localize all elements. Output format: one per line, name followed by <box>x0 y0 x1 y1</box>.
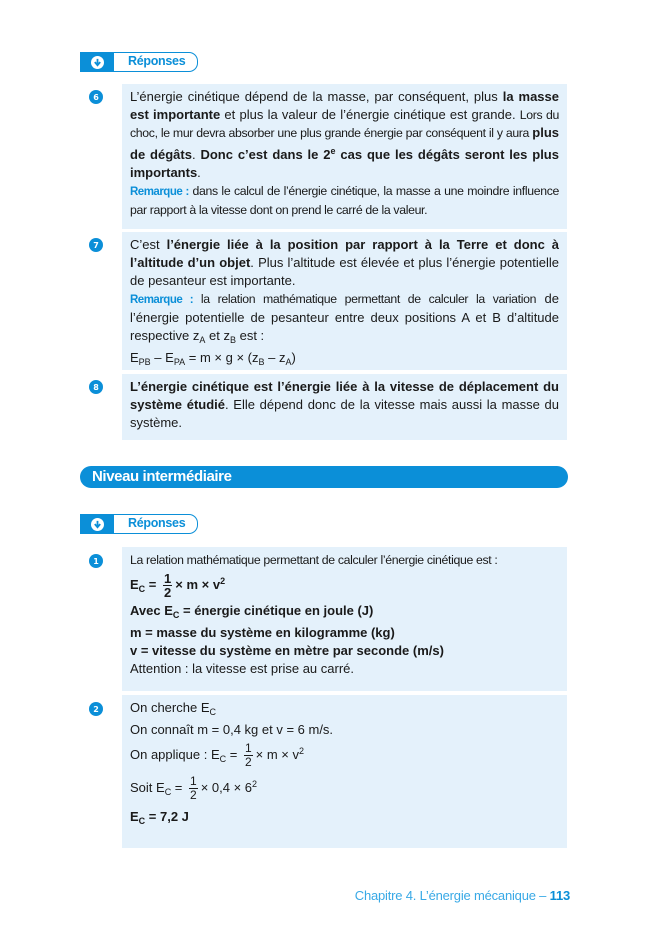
answer-2-apply: On applique : $E_C$ = $\frac{1}{2}$ × $m \times v^2$ <box>130 741 305 770</box>
answers-tab-label: Réponses <box>114 514 198 534</box>
answers-tab-mid <box>80 514 198 534</box>
answer-card-6 <box>122 84 567 229</box>
answer-card-2 <box>122 695 567 848</box>
page-number: 113 <box>549 888 570 903</box>
answer-1-def-m: m = masse du système en kilogramme (kg) <box>130 625 395 641</box>
answers-tab-label: Réponses <box>114 52 198 72</box>
answer-card-7 <box>122 232 567 370</box>
answer-number-badge: 2 <box>89 702 103 716</box>
answer-number-badge: 1 <box>89 554 103 568</box>
answer-1-attention: Attention : la vitesse est prise au carré. <box>130 661 354 677</box>
answer-6-remark: Remarque : dans le calcul de l’énergie cinétique, la masse a une moindre influence par rapport à la vitesse dont on prend le carré de la valeur. <box>130 184 559 217</box>
answers-tab-top <box>80 52 198 72</box>
answer-number-badge: 7 <box>89 238 103 252</box>
answer-1-formula: $E_C$ = $\frac{1}{2}$ × $m \times v^2$ <box>130 571 226 601</box>
answer-7-formula: $E_{PB} - E_{PA} = m \times g \times (z_B - z_A)$ <box>130 350 296 367</box>
answer-1-def-v: v = vitesse du système en mètre par seconde (m/s) <box>130 643 444 659</box>
answer-card-8 <box>122 374 567 440</box>
answer-2-known: On connaît m = 0,4 kg et v = 6 m/s. <box>130 722 334 737</box>
section-title-bar: Niveau intermédiaire <box>80 466 568 488</box>
answer-1-intro: La relation mathématique permettant de calculer l’énergie cinétique est : <box>130 553 498 567</box>
answer-2-compute: Soit $E_C$ = $\frac{1}{2}$ × $0,4 \times 6^2$ <box>130 774 258 803</box>
answer-number-badge: 8 <box>89 380 103 394</box>
answer-number-badge: 6 <box>89 90 103 104</box>
arrow-down-icon <box>80 514 114 534</box>
arrow-down-icon <box>80 52 114 72</box>
answer-7-remark: Remarque : la relation mathématique permettant de calculer la variation de l’énergie potentielle de pesanteur entre deux positions A et B d’altitude respective $z_A$ et $z_B$ est : <box>130 291 559 345</box>
answer-2-seek: On cherche $E_C$ <box>130 700 216 717</box>
answer-7-text: C’est l’énergie liée à la position par rapport à la Terre et donc à l’altitude d’un objet. Plus l’altitude est élevée et plus l’énergie potentielle de pesanteur est importante. <box>130 237 559 288</box>
answer-1-def-ec: Avec $E_C$ = énergie cinétique en joule (J) <box>130 603 374 621</box>
answer-8-text: L’énergie cinétique est l’énergie liée à la vitesse de déplacement du système étudié. Elle dépend donc de la vitesse mais aussi la masse du système. <box>130 379 559 430</box>
answer-card-1 <box>122 547 567 691</box>
answer-2-result: $E_C = 7,2$ J <box>130 809 189 827</box>
answer-6-text: L’énergie cinétique dépend de la masse, par conséquent, plus la masse est importante et plus la valeur de l’énergie cinétique est grande. Lors du choc, le mur devra absorber une plus grande énergie par conséquent il y aura plus de dégâts. Donc c’est dans le 2e cas que les dégâts seront les plus importants. <box>130 89 559 180</box>
page-footer: Chapitre 4. L’énergie mécanique – 113 <box>354 888 570 903</box>
